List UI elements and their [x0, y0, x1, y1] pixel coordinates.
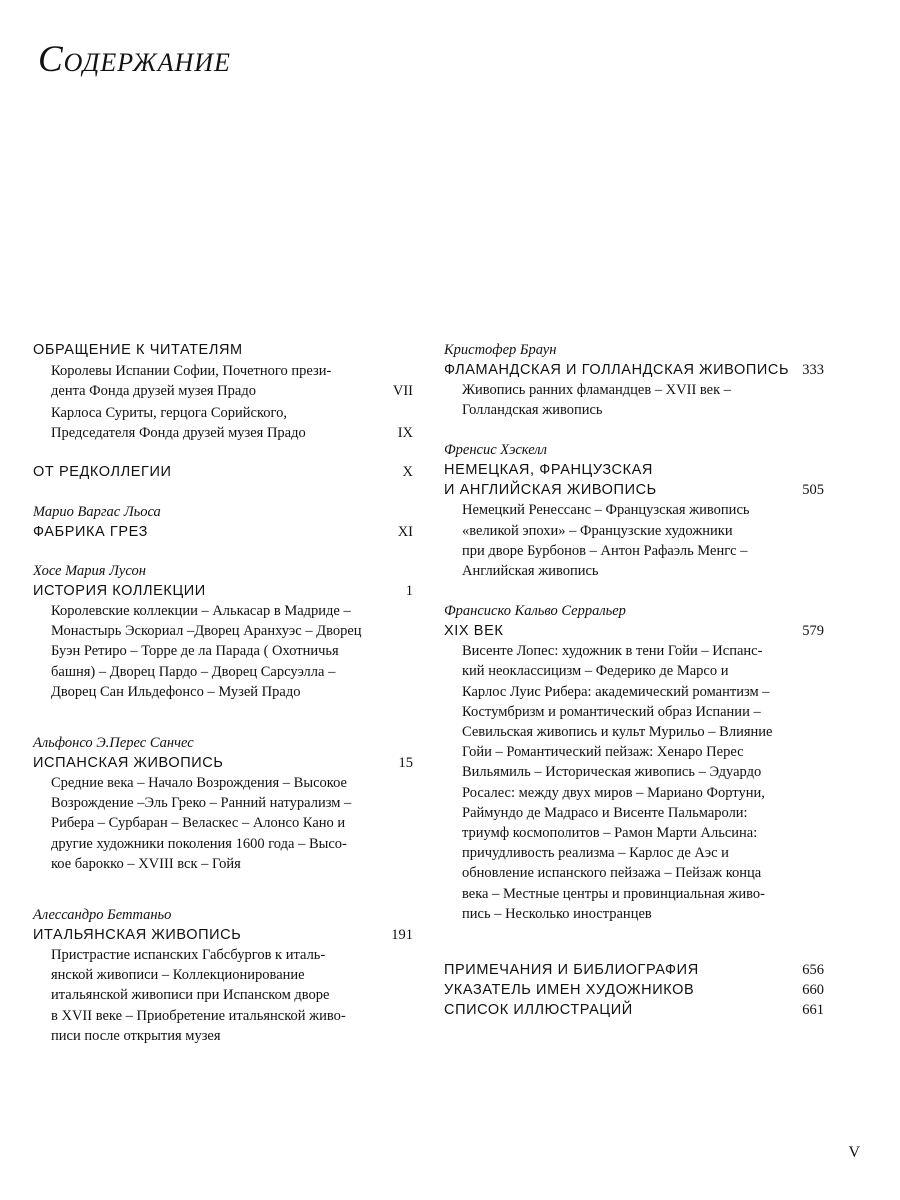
- toc-description: [444, 641, 824, 924]
- toc-heading[interactable]: [444, 980, 824, 1000]
- toc-heading-text: ИСПАНСКАЯ ЖИВОПИСЬ: [33, 755, 224, 772]
- toc-description: [33, 773, 413, 874]
- toc-heading[interactable]: [444, 1000, 824, 1020]
- toc-left-column: [33, 340, 413, 1046]
- toc-entry-italian: [33, 905, 413, 1046]
- toc-page-number: X: [402, 464, 413, 480]
- toc-heading[interactable]: [444, 621, 824, 641]
- toc-entry-german: [444, 440, 824, 581]
- toc-subentry-line: дента Фонда друзей музея Прадо: [51, 383, 256, 399]
- toc-entry-appeal: [33, 340, 413, 443]
- toc-description-line: при дворе Бурбонов – Антон Рафаэль Менгс –: [462, 542, 748, 559]
- toc-subentry-line: Карлоса Суриты, герцога Сорийского,: [51, 405, 288, 421]
- toc-page-number: 15: [398, 755, 413, 772]
- toc-description-line: Немецкий Ренессанс – Французская живопись: [462, 502, 750, 519]
- toc-page-number: 333: [802, 362, 824, 378]
- toc-entry-dream: [33, 502, 413, 542]
- toc-heading-text: СПИСОК ИЛЛЮСТРАЦИЙ: [444, 1002, 633, 1019]
- toc-heading[interactable]: [33, 522, 413, 542]
- toc-subentry[interactable]: [33, 361, 413, 401]
- toc-description-line: Дворец Сан Ильдефонсо – Музей Прадо: [51, 683, 301, 700]
- toc-author: Френсис Хэскелл: [444, 442, 547, 459]
- toc-entry-spanish: [33, 733, 413, 874]
- toc-description-line: итальянской живописи при Испанском дворе: [51, 987, 330, 1004]
- toc-description-line: Карлос Луис Рибера: академический романтизм –: [462, 683, 770, 700]
- toc-heading-text: ФАБРИКА ГРЕЗ: [33, 524, 148, 540]
- toc-description-line: Вильямиль – Историческая живопись – Эдуардо: [462, 764, 762, 781]
- toc-subentry-line: Королевы Испании Софии, Почетного прези-: [51, 363, 332, 379]
- toc-page-number: 661: [802, 1002, 824, 1019]
- toc-description-line: пись – Несколько иностранцев: [462, 905, 652, 922]
- toc-heading[interactable]: [33, 581, 413, 601]
- toc-description-line: Костумбризм и романтический образ Испании –: [462, 703, 761, 720]
- toc-heading-text: И АНГЛИЙСКАЯ ЖИВОПИСЬ: [444, 482, 657, 499]
- toc-description-line: кий неоклассицизм – Федерико де Марсо и: [462, 663, 729, 680]
- toc-description-line: Рибера – Сурбаран – Веласкес – Алонсо Кано и: [51, 815, 346, 832]
- toc-heading[interactable]: [33, 753, 413, 773]
- toc-description-line: писи после открытия музея: [51, 1027, 221, 1044]
- toc-description-line: Раймундо де Мадрасо и Висенте Пальмароли:: [462, 804, 748, 821]
- toc-heading[interactable]: [444, 460, 824, 500]
- toc-author: Хосе Мария Лусон: [33, 563, 146, 579]
- toc-page-number: 579: [802, 623, 824, 640]
- toc-heading[interactable]: [33, 462, 413, 482]
- toc-description-line: Живопись ранних фламандцев – XVII век –: [462, 382, 732, 398]
- toc-heading-text: ИСТОРИЯ КОЛЛЕКЦИИ: [33, 583, 206, 599]
- toc-page-number: XI: [397, 524, 413, 540]
- toc-heading-text: ПРИМЕЧАНИЯ И БИБЛИОГРАФИЯ: [444, 962, 699, 979]
- toc-author: Франсиско Кальво Серральер: [444, 603, 626, 620]
- toc-heading-text: XIX ВЕК: [444, 623, 504, 640]
- toc-description: [33, 945, 413, 1046]
- toc-description-line: Средние века – Начало Возрождения – Высокое: [51, 775, 347, 792]
- toc-description: [444, 500, 824, 581]
- toc-entry-appendix: [444, 960, 824, 1020]
- toc-description: [33, 601, 413, 702]
- toc-description-line: башня) – Дворец Пардо – Дворец Сарсуэлла –: [51, 663, 336, 680]
- toc-author: Альфонсо Э.Перес Санчес: [33, 735, 194, 752]
- toc-page-number: 505: [802, 482, 824, 499]
- toc-description-line: «великой эпохи» – Французские художники: [462, 522, 733, 539]
- toc-description-line: причудливость реализма – Карлос де Аэс и: [462, 845, 729, 862]
- toc-description-line: Пристрастие испанских Габсбургов к италь-: [51, 947, 326, 964]
- toc-description-line: Висенте Лопес: художник в тени Гойи – Испанс-: [462, 643, 763, 660]
- toc-heading-text: ФЛАМАНДСКАЯ И ГОЛЛАНДСКАЯ ЖИВОПИСЬ: [444, 362, 790, 378]
- toc-heading[interactable]: ОБРАЩЕНИЕ К ЧИТАТЕЛЯМ: [33, 342, 243, 358]
- toc-page-number: 660: [802, 982, 824, 999]
- toc-description-line: Английская живопись: [462, 563, 599, 580]
- toc-description-line: Голландская живопись: [462, 402, 603, 419]
- toc-description-line: Севильская живопись и культ Мурильо – Влияние: [462, 724, 773, 741]
- toc-heading[interactable]: [444, 360, 824, 380]
- toc-description-line: другие художники поколения 1600 года – Высо-: [51, 835, 347, 852]
- toc-entry-xix: [444, 601, 824, 924]
- toc-description-line: обновление испанского пейзажа – Пейзаж конца: [462, 865, 762, 882]
- toc-heading[interactable]: [33, 925, 413, 945]
- toc-entry-editorial: [33, 462, 413, 482]
- toc-description-line: в XVII веке – Приобретение итальянской живо-: [51, 1007, 346, 1024]
- toc-description-line: триумф космополитов – Рамон Марти Альсина:: [462, 825, 758, 842]
- toc-description: [444, 380, 824, 420]
- page-number: V: [848, 1144, 860, 1161]
- toc-entry-history: [33, 561, 413, 702]
- toc-right-column: [444, 340, 824, 1020]
- toc-description-line: Росалес: между двух миров – Мариано Фортуни,: [462, 784, 765, 801]
- toc-author: Алессандро Беттаньо: [33, 907, 172, 924]
- toc-description-line: Возрождение –Эль Греко – Ранний натурализм –: [51, 795, 352, 812]
- toc-description-line: Гойи – Романтический пейзаж: Хенаро Перес: [462, 744, 744, 761]
- toc-page-number: 1: [405, 583, 413, 599]
- toc-description-line: Буэн Ретиро – Торре де ла Парада ( Охотничья: [51, 643, 339, 660]
- toc-heading[interactable]: [444, 960, 824, 980]
- toc-page-number: VII: [392, 383, 413, 399]
- toc-heading-text: УКАЗАТЕЛЬ ИМЕН ХУДОЖНИКОВ: [444, 982, 695, 999]
- toc-page-number: 191: [391, 927, 413, 944]
- toc-page-number: 656: [802, 962, 824, 979]
- toc-author: Марио Варгас Льоса: [33, 504, 161, 520]
- toc-heading-text: НЕМЕЦКАЯ, ФРАНЦУЗСКАЯ: [444, 462, 654, 479]
- toc-description-line: янской живописи – Коллекционирование: [51, 967, 305, 984]
- toc-description-line: Королевские коллекции – Алькасар в Мадриде –: [51, 603, 351, 619]
- toc-heading-text: ОТ РЕДКОЛЛЕГИИ: [33, 464, 172, 480]
- toc-description-line: века – Местные центры и провинциальная живо-: [462, 885, 765, 902]
- toc-subentry[interactable]: [33, 403, 413, 443]
- toc-description-line: Монастырь Эскориал –Дворец Аранхуэс – Дворец: [51, 623, 362, 640]
- toc-entry-flemish: [444, 340, 824, 420]
- toc-subentry-line: Председателя Фонда друзей музея Прадо: [51, 425, 306, 441]
- toc-heading-text: ИТАЛЬЯНСКАЯ ЖИВОПИСЬ: [33, 927, 242, 944]
- toc-author: Кристофер Браун: [444, 342, 557, 358]
- page-title: Содержание: [38, 39, 231, 80]
- toc-page-number: IX: [397, 425, 413, 441]
- toc-description-line: кое барокко – XVIII вск – Гойя: [51, 855, 241, 872]
